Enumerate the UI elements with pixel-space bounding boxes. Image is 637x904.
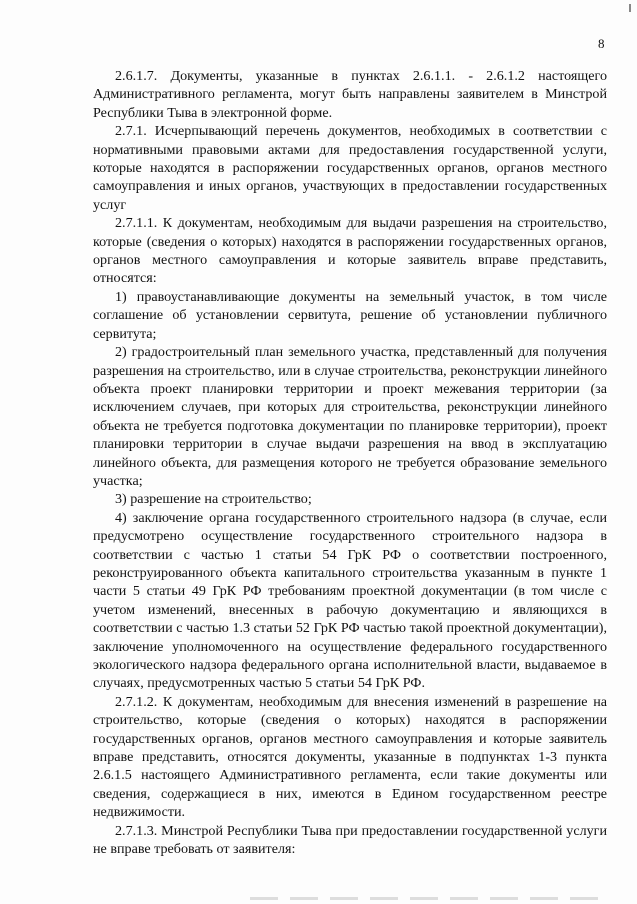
scan-edge-artifact	[250, 897, 610, 900]
document-text	[93, 67, 607, 858]
scan-mark	[629, 4, 631, 12]
list-item-3: 3) разрешение на строительство;	[115, 491, 312, 508]
paragraph-2-7-1-3: 2.7.1.3. Минстрой Республики Тыва при предоставлении государственной услуги не вправе требовать от заявителя:	[93, 822, 607, 858]
paragraph-2-7-1-2: 2.7.1.2. К документам, необходимым для внесения изменений в разрешение на строительство, которые (сведения о которых) находятся в распоряжении государственных органов, органов местного самоуправления и которые заявитель вправе представить, относятся документы, указанные в подпунктах 1-3 пункта 2.6.1.5 настоящего Административного регламента, если такие документы или сведения, содержащиеся в них, имеются в Едином государственном реестре недвижимости.	[93, 693, 607, 821]
paragraph-2-7-1: 2.7.1. Исчерпывающий перечень документов, необходимых в соответствии с нормативными правовыми актами для предоставления государственной услуги, которые находятся в распоряжении государственных органов, органов местного самоуправления и иных органов, участвующих в предоставлении государственных услуг	[93, 123, 607, 213]
paragraph-2-7-1-1: 2.7.1.1. К документам, необходимым для выдачи разрешения на строительство, которые (сведения о которых) находятся в распоряжении государственных органов, органов местного самоуправления и которые заявитель вправе представить, относятся:	[93, 215, 607, 287]
list-item-4: 4) заключение органа государственного строительного надзора (в случае, если предусмотрено осуществление государственного строительного надзора в соответствии с частью 1 статьи 54 ГрК РФ о соответствии построенного, реконструированного объекта капитального строительства указанным в пункте 1 части 5 статьи 49 ГрК РФ требованиям проектной документации (в том числе с учетом изменений, внесенных в рабочую документацию и являющихся в соответствии с частью 1.3 статьи 52 ГрК РФ частью такой проектной документации), заключение уполномоченного на осуществление федерального государственного экологического надзора федерального органа исполнительной власти, выдаваемое в случаях, предусмотренных частью 5 статьи 54 ГрК РФ.	[93, 509, 607, 692]
page-number: 8	[598, 36, 605, 51]
list-item-2: 2) градостроительный план земельного участка, представленный для получения разрешения на строительство, или в случае строительства, реконструкции линейного объекта проект планировки территории и проект межевания территории (за исключением случаев, при которых для строительства, реконструкции линейного объекта не требуется подготовка документации по планировке территории), проект планировки территории в случае выдачи разрешения на ввод в эксплуатацию линейного объекта, для размещения которого не требуется образование земельного участка;	[93, 344, 607, 489]
list-item-1: 1) правоустанавливающие документы на земельный участок, в том числе соглашение об установлении сервитута, решение об установлении публичного сервитута;	[93, 288, 607, 342]
paragraph-2-6-1-7: 2.6.1.7. Документы, указанные в пунктах 2.6.1.1. - 2.6.1.2 настоящего Административного регламента, могут быть направлены заявителем в Минстрой Республики Тыва в электронной форме.	[93, 68, 607, 121]
